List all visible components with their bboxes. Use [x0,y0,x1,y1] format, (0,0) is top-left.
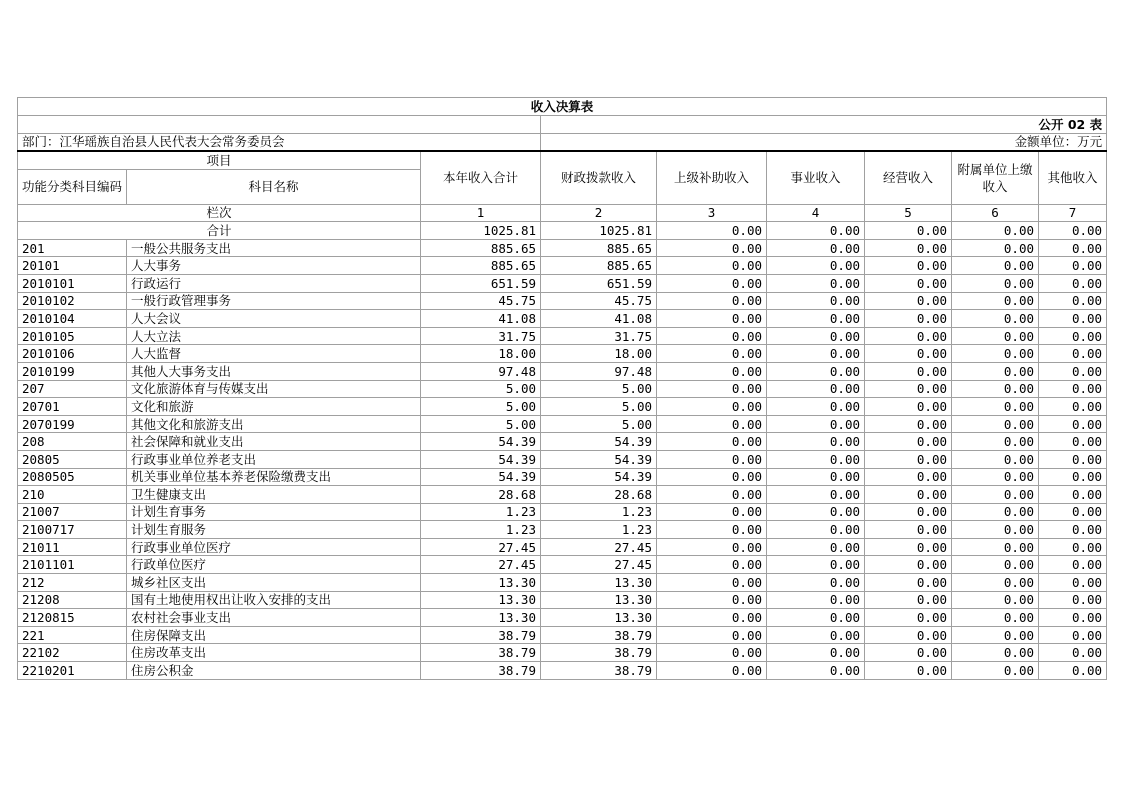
row-value: 0.00 [952,239,1039,257]
row-value: 38.79 [421,662,541,680]
row-value: 0.00 [865,239,952,257]
row-value: 0.00 [865,415,952,433]
row-value: 0.00 [767,644,865,662]
table-row [18,292,1107,310]
row-code: 22102 [18,644,127,662]
row-value: 0.00 [1039,591,1107,609]
table-row [18,398,1107,416]
row-value: 0.00 [1039,609,1107,627]
row-name: 卫生健康支出 [127,486,421,504]
row-value: 0.00 [767,292,865,310]
row-value: 31.75 [421,327,541,345]
header-item: 项目 [18,151,421,170]
row-name: 住房公积金 [127,662,421,680]
row-value: 0.00 [1039,503,1107,521]
row-code: 2120815 [18,609,127,627]
row-code: 207 [18,380,127,398]
row-value: 0.00 [1039,486,1107,504]
row-value: 0.00 [657,468,767,486]
row-code: 221 [18,626,127,644]
row-code: 20101 [18,257,127,275]
row-name: 文化和旅游 [127,398,421,416]
row-value: 0.00 [1039,274,1107,292]
row-value: 0.00 [952,556,1039,574]
row-value: 38.79 [541,644,657,662]
table-row [18,257,1107,275]
header-fiscal: 财政拨款收入 [541,151,657,205]
row-value: 0.00 [767,521,865,539]
row-value: 0.00 [767,556,865,574]
row-value: 0.00 [1039,574,1107,592]
column-index-label: 栏次 [18,204,421,222]
row-value: 0.00 [952,415,1039,433]
row-value: 0.00 [1039,380,1107,398]
row-value: 38.79 [421,626,541,644]
row-value: 0.00 [657,521,767,539]
row-value: 0.00 [865,556,952,574]
row-value: 0.00 [1039,538,1107,556]
row-value: 45.75 [541,292,657,310]
row-value: 0.00 [1039,257,1107,275]
row-value: 0.00 [865,274,952,292]
row-value: 0.00 [952,398,1039,416]
row-code: 21007 [18,503,127,521]
row-name: 人大事务 [127,257,421,275]
table-row [18,609,1107,627]
table-row [18,380,1107,398]
row-value: 0.00 [767,450,865,468]
row-value: 0.00 [952,362,1039,380]
header-subsidy: 上级补助收入 [657,151,767,205]
row-value: 0.00 [1039,521,1107,539]
row-value: 0.00 [657,433,767,451]
department-label: 部门：江华瑶族自治县人民代表大会常务委员会 [18,133,541,151]
row-value: 0.00 [657,609,767,627]
row-code: 2010101 [18,274,127,292]
row-value: 13.30 [421,609,541,627]
row-value: 41.08 [541,310,657,328]
row-value: 27.45 [421,538,541,556]
table-row [18,345,1107,363]
row-value: 54.39 [541,450,657,468]
row-value: 0.00 [657,574,767,592]
row-value: 0.00 [767,398,865,416]
row-value: 18.00 [541,345,657,363]
row-value: 0.00 [657,398,767,416]
row-value: 0.00 [767,362,865,380]
table-row [18,433,1107,451]
row-value: 0.00 [952,380,1039,398]
row-value: 45.75 [421,292,541,310]
row-value: 5.00 [541,415,657,433]
table-row [18,327,1107,345]
row-code: 21011 [18,538,127,556]
row-value: 0.00 [865,609,952,627]
total-value: 0.00 [952,222,1039,240]
row-value: 5.00 [421,415,541,433]
row-value: 1.23 [541,521,657,539]
row-value: 0.00 [952,644,1039,662]
row-value: 0.00 [952,662,1039,680]
row-value: 0.00 [865,486,952,504]
row-value: 885.65 [421,239,541,257]
row-value: 0.00 [657,450,767,468]
row-name: 住房改革支出 [127,644,421,662]
column-index-4: 4 [767,204,865,222]
table-row [18,310,1107,328]
row-value: 13.30 [541,591,657,609]
row-code: 2210201 [18,662,127,680]
table-row [18,626,1107,644]
row-value: 1.23 [421,503,541,521]
row-value: 0.00 [952,591,1039,609]
row-value: 0.00 [865,327,952,345]
row-value: 54.39 [541,468,657,486]
total-value: 0.00 [1039,222,1107,240]
row-name: 国有土地使用权出让收入安排的支出 [127,591,421,609]
table-row [18,415,1107,433]
row-value: 0.00 [1039,644,1107,662]
row-code: 2010106 [18,345,127,363]
row-value: 0.00 [1039,450,1107,468]
row-value: 0.00 [657,503,767,521]
row-value: 0.00 [1039,292,1107,310]
row-value: 0.00 [657,257,767,275]
row-value: 0.00 [865,398,952,416]
row-code: 2101101 [18,556,127,574]
row-value: 13.30 [541,574,657,592]
row-value: 0.00 [657,327,767,345]
table-row [18,538,1107,556]
row-value: 0.00 [865,450,952,468]
row-value: 0.00 [952,345,1039,363]
row-name: 人大监督 [127,345,421,363]
row-value: 0.00 [952,609,1039,627]
total-value: 0.00 [865,222,952,240]
row-value: 651.59 [541,274,657,292]
unit-label: 金额单位：万元 [541,133,1107,151]
row-value: 0.00 [1039,239,1107,257]
row-value: 0.00 [952,521,1039,539]
row-value: 0.00 [865,662,952,680]
row-name: 行政事业单位养老支出 [127,450,421,468]
row-value: 0.00 [1039,398,1107,416]
blank-cell [18,116,541,134]
row-name: 人大会议 [127,310,421,328]
row-value: 28.68 [421,486,541,504]
row-value: 0.00 [657,591,767,609]
total-value: 0.00 [657,222,767,240]
row-value: 0.00 [952,468,1039,486]
row-code: 21208 [18,591,127,609]
row-value: 0.00 [865,503,952,521]
header-business: 事业收入 [767,151,865,205]
table-row [18,503,1107,521]
row-name: 其他人大事务支出 [127,362,421,380]
row-value: 13.30 [421,574,541,592]
table-row [18,591,1107,609]
row-value: 0.00 [865,433,952,451]
row-value: 0.00 [767,486,865,504]
row-name: 城乡社区支出 [127,574,421,592]
row-value: 0.00 [1039,433,1107,451]
table-row [18,239,1107,257]
row-value: 0.00 [657,415,767,433]
table-row [18,362,1107,380]
row-value: 54.39 [421,450,541,468]
table-row [18,468,1107,486]
row-value: 0.00 [865,574,952,592]
row-value: 0.00 [1039,327,1107,345]
row-value: 0.00 [952,450,1039,468]
row-value: 0.00 [657,345,767,363]
row-name: 行政运行 [127,274,421,292]
row-value: 0.00 [767,503,865,521]
row-value: 31.75 [541,327,657,345]
row-value: 0.00 [952,486,1039,504]
row-value: 0.00 [657,292,767,310]
column-index-1: 1 [421,204,541,222]
row-name: 计划生育事务 [127,503,421,521]
row-value: 38.79 [421,644,541,662]
header-code: 功能分类科目编码 [18,169,127,204]
row-value: 0.00 [1039,415,1107,433]
row-value: 38.79 [541,662,657,680]
row-value: 0.00 [657,662,767,680]
row-value: 0.00 [952,292,1039,310]
row-value: 0.00 [767,257,865,275]
row-value: 0.00 [1039,345,1107,363]
row-value: 0.00 [952,433,1039,451]
header-name: 科目名称 [127,169,421,204]
table-row [18,521,1107,539]
header-affiliated: 附属单位上缴收入 [952,151,1039,205]
row-value: 0.00 [1039,468,1107,486]
row-value: 0.00 [767,274,865,292]
header-total: 本年收入合计 [421,151,541,205]
table-row [18,556,1107,574]
row-name: 一般公共服务支出 [127,239,421,257]
column-index-2: 2 [541,204,657,222]
row-name: 农村社会事业支出 [127,609,421,627]
row-name: 计划生育服务 [127,521,421,539]
row-value: 0.00 [767,468,865,486]
row-code: 208 [18,433,127,451]
row-value: 885.65 [421,257,541,275]
row-value: 0.00 [767,310,865,328]
row-value: 0.00 [952,327,1039,345]
income-final-accounts-table [17,97,1107,680]
row-name: 行政单位医疗 [127,556,421,574]
row-value: 18.00 [421,345,541,363]
row-name: 社会保障和就业支出 [127,433,421,451]
row-value: 0.00 [657,380,767,398]
row-code: 2100717 [18,521,127,539]
row-value: 0.00 [1039,310,1107,328]
row-value: 5.00 [421,380,541,398]
header-operation: 经营收入 [865,151,952,205]
row-value: 0.00 [865,538,952,556]
column-index-5: 5 [865,204,952,222]
row-code: 2010199 [18,362,127,380]
row-value: 0.00 [1039,556,1107,574]
table-row [18,662,1107,680]
row-name: 住房保障支出 [127,626,421,644]
row-name: 机关事业单位基本养老保险缴费支出 [127,468,421,486]
row-name: 一般行政管理事务 [127,292,421,310]
row-name: 文化旅游体育与传媒支出 [127,380,421,398]
row-value: 0.00 [657,538,767,556]
row-value: 885.65 [541,257,657,275]
row-value: 5.00 [421,398,541,416]
row-value: 0.00 [1039,626,1107,644]
row-value: 0.00 [767,433,865,451]
row-value: 38.79 [541,626,657,644]
row-value: 651.59 [421,274,541,292]
row-value: 41.08 [421,310,541,328]
table-row [18,450,1107,468]
row-code: 20805 [18,450,127,468]
row-value: 1.23 [421,521,541,539]
row-code: 2080505 [18,468,127,486]
row-value: 0.00 [952,574,1039,592]
row-value: 0.00 [865,626,952,644]
row-name: 人大立法 [127,327,421,345]
table-title: 收入决算表 [18,98,1107,116]
row-value: 0.00 [657,626,767,644]
row-code: 2010102 [18,292,127,310]
column-index-3: 3 [657,204,767,222]
row-value: 5.00 [541,380,657,398]
row-value: 0.00 [657,644,767,662]
column-index-7: 7 [1039,204,1107,222]
row-value: 13.30 [541,609,657,627]
row-value: 1.23 [541,503,657,521]
row-value: 5.00 [541,398,657,416]
row-value: 0.00 [952,310,1039,328]
row-value: 0.00 [865,521,952,539]
row-value: 54.39 [421,433,541,451]
row-value: 0.00 [767,327,865,345]
row-value: 0.00 [1039,662,1107,680]
row-value: 0.00 [952,257,1039,275]
row-value: 27.45 [541,556,657,574]
row-value: 0.00 [865,468,952,486]
row-value: 28.68 [541,486,657,504]
row-value: 0.00 [657,362,767,380]
row-value: 0.00 [767,538,865,556]
row-code: 20701 [18,398,127,416]
row-code: 2010105 [18,327,127,345]
row-code: 201 [18,239,127,257]
row-value: 0.00 [657,239,767,257]
row-value: 27.45 [421,556,541,574]
row-value: 0.00 [767,591,865,609]
total-value: 0.00 [767,222,865,240]
row-value: 0.00 [767,380,865,398]
row-value: 0.00 [657,274,767,292]
row-value: 0.00 [1039,362,1107,380]
row-value: 13.30 [421,591,541,609]
row-value: 0.00 [657,556,767,574]
row-value: 0.00 [767,626,865,644]
row-value: 0.00 [767,662,865,680]
row-value: 27.45 [541,538,657,556]
row-value: 54.39 [541,433,657,451]
row-value: 0.00 [767,415,865,433]
row-value: 885.65 [541,239,657,257]
row-value: 0.00 [865,380,952,398]
row-value: 0.00 [767,345,865,363]
row-value: 0.00 [767,574,865,592]
total-value: 1025.81 [421,222,541,240]
row-value: 0.00 [865,292,952,310]
row-value: 54.39 [421,468,541,486]
row-value: 97.48 [541,362,657,380]
row-name: 其他文化和旅游支出 [127,415,421,433]
row-value: 0.00 [767,239,865,257]
header-other: 其他收入 [1039,151,1107,205]
row-value: 0.00 [952,503,1039,521]
row-value: 0.00 [865,591,952,609]
row-value: 0.00 [657,486,767,504]
row-code: 2070199 [18,415,127,433]
table-row [18,486,1107,504]
row-value: 0.00 [865,345,952,363]
row-value: 97.48 [421,362,541,380]
form-number: 公开 02 表 [541,116,1107,134]
row-value: 0.00 [657,310,767,328]
row-value: 0.00 [865,644,952,662]
row-value: 0.00 [767,609,865,627]
row-value: 0.00 [952,626,1039,644]
row-code: 212 [18,574,127,592]
table-row [18,574,1107,592]
row-code: 210 [18,486,127,504]
column-index-6: 6 [952,204,1039,222]
row-value: 0.00 [952,538,1039,556]
row-value: 0.00 [865,362,952,380]
table-row [18,274,1107,292]
total-row-label: 合计 [18,222,421,240]
row-value: 0.00 [952,274,1039,292]
row-code: 2010104 [18,310,127,328]
row-name: 行政事业单位医疗 [127,538,421,556]
table-row [18,644,1107,662]
row-value: 0.00 [865,257,952,275]
row-value: 0.00 [865,310,952,328]
total-value: 1025.81 [541,222,657,240]
